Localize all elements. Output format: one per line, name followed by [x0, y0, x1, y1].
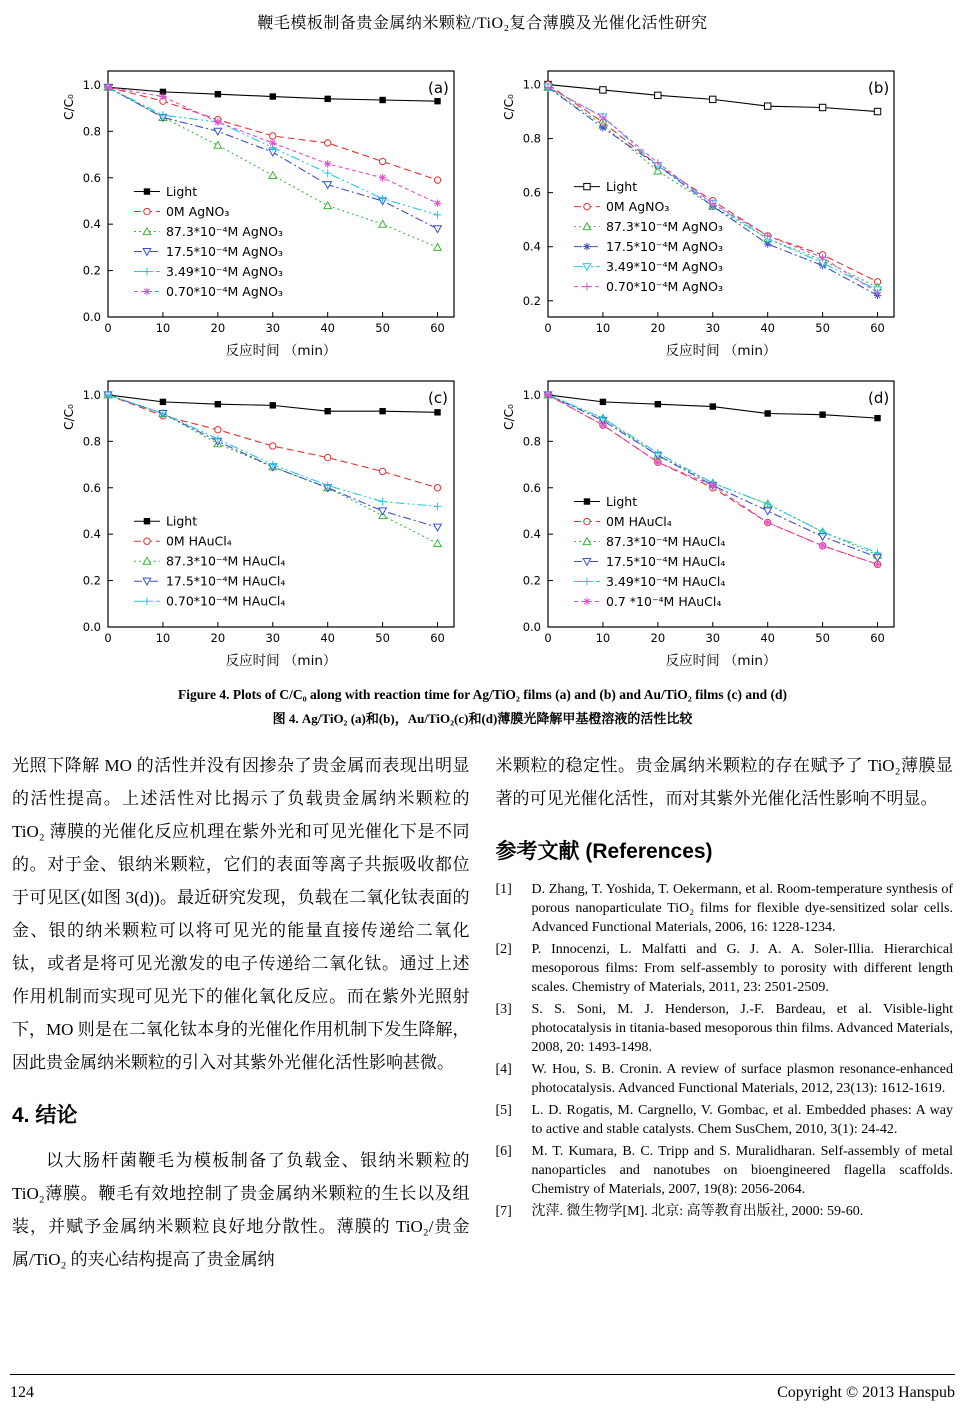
svg-text:0.0: 0.0	[522, 620, 541, 634]
svg-text:17.5*10⁻⁴M HAuCl₄: 17.5*10⁻⁴M HAuCl₄	[605, 554, 725, 570]
page-footer	[10, 1374, 955, 1402]
svg-text:20: 20	[650, 631, 665, 645]
svg-text:0.8: 0.8	[522, 131, 541, 146]
figure-caption-en: Figure 4. Plots of C/C₀ along with reaction time for Ag/TiO₂ films (a) and (b) and Au/TiO₂ films (c) and (d)	[177, 687, 788, 702]
svg-text:20: 20	[210, 631, 225, 645]
body-paragraph-right: 米颗粒的稳定性。贵金属纳米颗粒的存在赋予了 TiO₂薄膜显著的可见光催化活性，而对其紫外光催化活性影响不明显。	[495, 756, 953, 808]
reference-item	[496, 1101, 954, 1139]
svg-text:40: 40	[759, 321, 775, 335]
svg-text:反应时间 （min）: 反应时间 （min）	[225, 343, 336, 359]
svg-text:3.49*10⁻⁴M HAuCl₄: 3.49*10⁻⁴M HAuCl₄	[605, 574, 725, 590]
reference-item	[496, 1142, 954, 1199]
svg-text:0M AgNO₃: 0M AgNO₃	[605, 199, 669, 215]
conclusion-paragraph: 以大肠杆菌鞭毛为模板制备了负载金、银纳米颗粒的 TiO₂薄膜。鞭毛有效地控制了贵金属纳米颗粒的生长以及组装，并赋予金属纳米颗粒良好地分散性。薄膜的 TiO₂/贵金属/TiO₂ 的夹心结构提高了贵金属纳	[12, 1151, 470, 1269]
svg-text:40: 40	[319, 631, 335, 645]
svg-text:30: 30	[264, 321, 280, 335]
svg-text:0.4: 0.4	[522, 527, 541, 542]
svg-text:0.2: 0.2	[82, 573, 101, 588]
reference-text: D. Zhang, T. Yoshida, T. Oekermann, et al. Room-temperature synthesis of porous nanoparticulate TiO₂ films for flexible dye-sensitized solar cells. Advanced Functional Materials, 2006, 16: 1228-1234.	[531, 882, 953, 935]
reference-text: L. D. Rogatis, M. Cargnello, V. Gombac, et al. Embedded phases: A way to active and stable catalysts. Chem SusChem, 2010, 3(1): 24-42.	[531, 1103, 953, 1137]
svg-text:17.5*10⁻⁴M AgNO₃: 17.5*10⁻⁴M AgNO₃	[165, 244, 283, 260]
reference-item	[496, 1202, 954, 1221]
reference-number: [1]	[495, 882, 512, 897]
svg-text:Light: Light	[165, 184, 197, 200]
svg-text:0.8: 0.8	[522, 434, 541, 449]
svg-text:0.4: 0.4	[82, 527, 101, 542]
reference-number: [2]	[495, 942, 512, 957]
svg-text:60: 60	[429, 321, 445, 335]
page-header-title: 鞭毛模板制备贵金属纳米颗粒/TiO₂复合薄膜及光催化活性研究	[257, 15, 708, 32]
svg-text:30: 30	[264, 631, 280, 645]
svg-text:30: 30	[704, 321, 720, 335]
figure-caption-zh: 图 4. Ag/TiO₂ (a)和(b)，Au/TiO₂(c)和(d)薄膜光降解甲基橙溶液的活性比较	[272, 711, 693, 726]
svg-text:0.70*10⁻⁴M AgNO₃: 0.70*10⁻⁴M AgNO₃	[605, 279, 723, 295]
svg-text:(d): (d)	[867, 389, 889, 407]
reference-text: 沈萍. 微生物学[M]. 北京: 高等教育出版社, 2000: 59-60.	[531, 1204, 864, 1219]
svg-text:C/C₀: C/C₀	[501, 94, 516, 120]
svg-text:60: 60	[429, 631, 445, 645]
left-column	[12, 749, 470, 1276]
body-columns	[10, 749, 955, 1276]
chart-panel-b	[498, 59, 908, 361]
reference-number: [6]	[495, 1144, 512, 1159]
reference-text: M. T. Kumara, B. C. Tripp and S. Muralidharan. Self-assembly of metal nanoparticles and nanotubes on bioengineered flagella scaffolds. Chemistry of Materials, 2007, 19(8): 2056-2064.	[531, 1144, 953, 1197]
svg-text:0.4: 0.4	[82, 217, 101, 232]
svg-text:0.0: 0.0	[82, 620, 101, 634]
svg-text:0.6: 0.6	[82, 170, 101, 185]
svg-text:反应时间 （min）: 反应时间 （min）	[225, 653, 336, 669]
svg-text:C/C₀: C/C₀	[501, 404, 516, 430]
svg-text:0: 0	[103, 631, 112, 645]
svg-text:0: 0	[543, 631, 552, 645]
references-heading: 参考文献 (References)	[495, 840, 713, 863]
conclusion-heading: 4. 结论	[12, 1104, 78, 1127]
svg-text:0.6: 0.6	[522, 185, 541, 200]
svg-text:(a): (a)	[427, 79, 449, 97]
svg-text:0: 0	[103, 321, 112, 335]
svg-text:0.8: 0.8	[82, 434, 101, 449]
svg-text:0.4: 0.4	[522, 239, 541, 254]
svg-text:0.2: 0.2	[522, 573, 541, 588]
reference-text: W. Hou, S. B. Cronin. A review of surface plasmon resonance-enhanced photocatalysis. Advanced Functional Materials, 2012, 23(13): 1612-1619.	[531, 1062, 953, 1096]
reference-item	[496, 1000, 954, 1057]
chart-panel-d	[498, 369, 908, 671]
reference-text: S. S. Soni, M. J. Henderson, J.-F. Bardeau, et al. Visible-light photocatalysis in titania-based mesoporous thin films. Advanced Materials, 2008, 20: 1493-1498.	[531, 1002, 953, 1055]
page-number: 124	[10, 1384, 34, 1401]
reference-number: [3]	[495, 1002, 512, 1017]
reference-number: [4]	[495, 1062, 512, 1077]
svg-text:0.6: 0.6	[82, 480, 101, 495]
svg-text:10: 10	[155, 631, 170, 645]
svg-text:1.0: 1.0	[522, 77, 541, 92]
svg-text:60: 60	[869, 321, 885, 335]
svg-text:17.5*10⁻⁴M HAuCl₄: 17.5*10⁻⁴M HAuCl₄	[165, 573, 285, 589]
svg-text:50: 50	[374, 321, 390, 335]
svg-text:3.49*10⁻⁴M AgNO₃: 3.49*10⁻⁴M AgNO₃	[165, 264, 283, 280]
svg-text:10: 10	[155, 321, 170, 335]
svg-text:20: 20	[650, 321, 665, 335]
svg-text:0.6: 0.6	[522, 480, 541, 495]
svg-text:50: 50	[814, 631, 830, 645]
svg-text:(b): (b)	[867, 79, 889, 97]
svg-text:0.7 *10⁻⁴M HAuCl₄: 0.7 *10⁻⁴M HAuCl₄	[605, 594, 721, 610]
svg-text:87.3*10⁻⁴M AgNO₃: 87.3*10⁻⁴M AgNO₃	[165, 224, 283, 240]
svg-text:0M HAuCl₄: 0M HAuCl₄	[605, 514, 672, 530]
reference-number: [5]	[495, 1103, 512, 1118]
reference-item	[496, 940, 954, 997]
svg-text:Light: Light	[165, 513, 197, 529]
svg-text:0: 0	[543, 321, 552, 335]
reference-item	[496, 1060, 954, 1098]
references-list	[496, 880, 954, 1221]
svg-text:87.3*10⁻⁴M HAuCl₄: 87.3*10⁻⁴M HAuCl₄	[165, 553, 285, 569]
svg-text:0.2: 0.2	[522, 293, 541, 308]
svg-text:反应时间 （min）: 反应时间 （min）	[665, 653, 776, 669]
reference-number: [7]	[495, 1204, 512, 1219]
svg-text:1.0: 1.0	[82, 387, 101, 402]
reference-text: P. Innocenzi, L. Malfatti and G. J. A. A. Soler-Illia. Hierarchical mesoporous films: From self-assembly to porosity with different length scales. Chemistry of Materials, 2011, 23: 2501-2509.	[531, 942, 953, 995]
svg-text:87.3*10⁻⁴M HAuCl₄: 87.3*10⁻⁴M HAuCl₄	[605, 534, 725, 550]
svg-text:Light: Light	[605, 494, 637, 510]
svg-text:3.49*10⁻⁴M AgNO₃: 3.49*10⁻⁴M AgNO₃	[605, 259, 723, 275]
svg-text:50: 50	[814, 321, 830, 335]
svg-text:1.0: 1.0	[522, 387, 541, 402]
copyright-notice: Copyright © 2013 Hanspub	[777, 1384, 955, 1401]
svg-text:60: 60	[869, 631, 885, 645]
reference-item	[496, 880, 954, 937]
svg-text:40: 40	[759, 631, 775, 645]
svg-text:0M HAuCl₄: 0M HAuCl₄	[165, 533, 232, 549]
figure-4-chart-grid	[58, 59, 908, 671]
svg-text:10: 10	[595, 631, 610, 645]
chart-panel-c	[58, 369, 468, 671]
chart-panel-a	[58, 59, 468, 361]
svg-text:0.8: 0.8	[82, 124, 101, 139]
svg-text:Light: Light	[605, 179, 637, 195]
body-paragraph-discussion: 光照下降解 MO 的活性并没有因掺杂了贵金属而表现出明显的活性提高。上述活性对比揭示了负载贵金属纳米颗粒的 TiO₂ 薄膜的光催化反应机理在紫外光和可见光催化下是不同的。对于金、银纳米颗粒，它们的表面等离子共振吸收都位于可见区(如图 3(d))。最近研究发现，负载在二氧化钛表面的金、银的纳米颗粒可以将可见光的能量直接传递给二氧化钛，或者是将可见光激发的电子传递给二氧化钛。通过上述作用机制而实现可见光下的催化氧化反应。而在紫外光照射下，MO 则是在二氧化钛本身的光催化作用机制下发生降解，因此贵金属纳米颗粒的引入对其紫外光催化活性影响甚微。	[12, 756, 470, 1072]
svg-text:(c): (c)	[427, 389, 448, 407]
svg-text:反应时间 （min）: 反应时间 （min）	[665, 343, 776, 359]
svg-text:0.70*10⁻⁴M HAuCl₄: 0.70*10⁻⁴M HAuCl₄	[165, 593, 285, 609]
svg-text:40: 40	[319, 321, 335, 335]
svg-text:50: 50	[374, 631, 390, 645]
svg-text:1.0: 1.0	[82, 77, 101, 92]
svg-text:87.3*10⁻⁴M AgNO₃: 87.3*10⁻⁴M AgNO₃	[605, 219, 723, 235]
svg-text:30: 30	[704, 631, 720, 645]
svg-text:0.2: 0.2	[82, 263, 101, 278]
svg-text:0.0: 0.0	[82, 310, 101, 324]
svg-text:C/C₀: C/C₀	[61, 94, 76, 120]
svg-text:20: 20	[210, 321, 225, 335]
svg-text:0M AgNO₃: 0M AgNO₃	[165, 204, 229, 220]
svg-text:C/C₀: C/C₀	[61, 404, 76, 430]
svg-text:17.5*10⁻⁴M AgNO₃: 17.5*10⁻⁴M AgNO₃	[605, 239, 723, 255]
right-column	[496, 749, 954, 1276]
svg-text:0.70*10⁻⁴M AgNO₃: 0.70*10⁻⁴M AgNO₃	[165, 284, 283, 300]
svg-text:10: 10	[595, 321, 610, 335]
